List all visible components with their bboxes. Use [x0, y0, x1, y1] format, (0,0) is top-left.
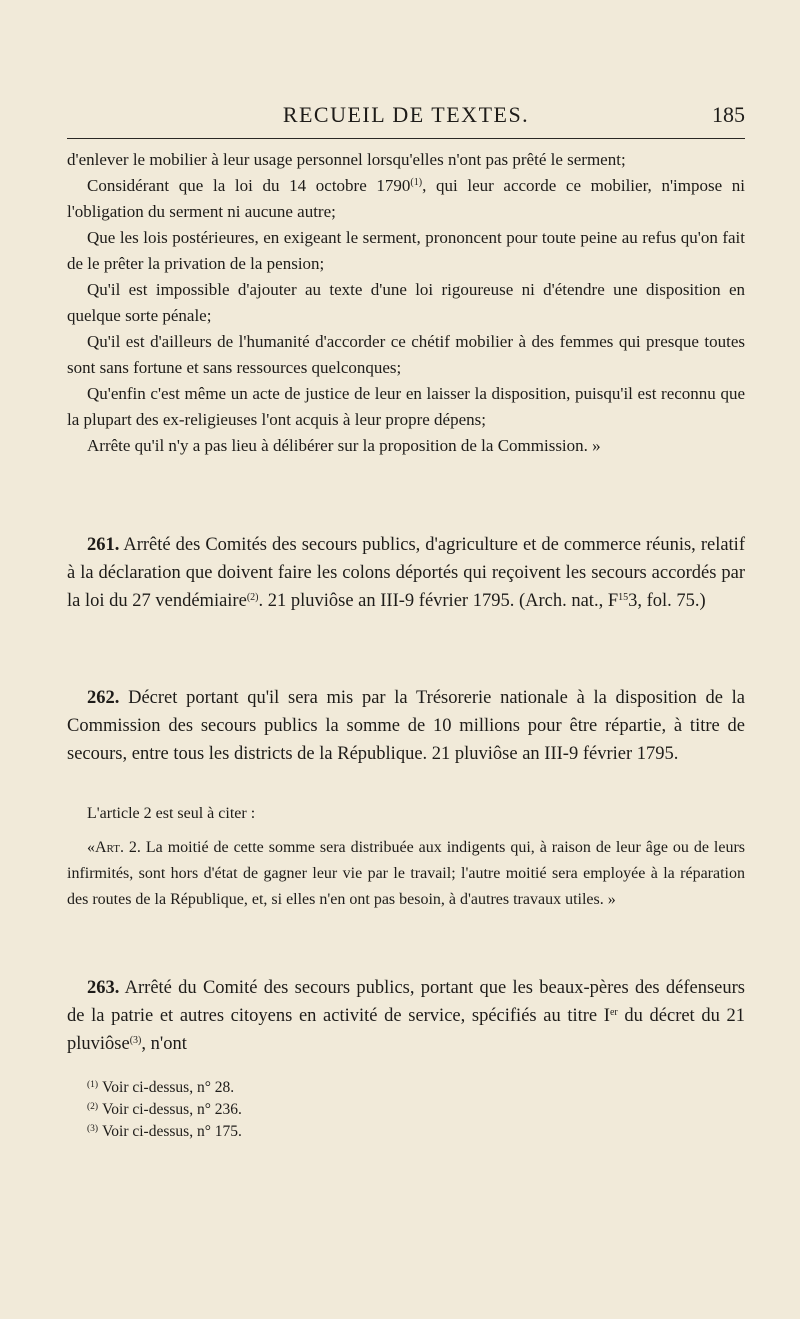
footnote-ref: (3)	[129, 1035, 142, 1046]
archive-ref-sup: 15	[618, 592, 629, 603]
footnote	[87, 1099, 747, 1121]
article-intro: L'article 2 est seul à citer :	[87, 805, 256, 822]
entry-number: 262.	[87, 688, 120, 708]
running-head: RECUEIL DE TEXTES.	[282, 102, 530, 127]
paragraph: Arrête qu'il n'y a pas lieu à délibérer sur la proposition de la Commission. »	[87, 436, 601, 455]
title-sup: er	[609, 1007, 618, 1018]
article-2	[67, 835, 745, 913]
text-run: 3, fol. 75.)	[628, 591, 706, 611]
continued-text	[67, 147, 745, 459]
paragraph: Qu'il est impossible d'ajouter au texte d'une loi rigoureuse ni d'étendre une disposition en quelque sorte pénale;	[67, 280, 745, 325]
article-section	[67, 801, 745, 913]
page-number: 185	[712, 102, 745, 127]
footnote-ref: (1)	[410, 177, 423, 188]
entry-263	[67, 974, 745, 1058]
paragraph: Qu'il est d'ailleurs de l'humanité d'accorder ce chétif mobilier à des femmes qui presque toutes sont sans fortune et sans ressources quelconques;	[67, 332, 745, 377]
entry-text	[67, 974, 745, 1058]
page-header	[67, 88, 745, 139]
entry-261	[67, 531, 745, 615]
text-run: , n'ont	[141, 1034, 187, 1054]
footnote-mark: (2)	[87, 1102, 99, 1112]
footnote-mark: (3)	[87, 1124, 99, 1134]
entry-text	[67, 531, 745, 615]
entry-text	[67, 684, 745, 768]
footnote-text: Voir ci-dessus, n° 236.	[102, 1101, 242, 1118]
footnote-text: Voir ci-dessus, n° 28.	[102, 1079, 235, 1096]
footnotes	[87, 1077, 747, 1143]
paragraph: d'enlever le mobilier à leur usage personnel lorsqu'elles n'ont pas prêté le serment;	[67, 150, 626, 169]
text-run: La moitié de cette somme sera distribuée aux indigents qui, à raison de leur âge ou de leurs infirmités, sont hors d'état de gagner leur vie par le travail; l'autre moitié sera employée à la réparation des routes de la République, et, si elles n'en ont pas besoin, à d'autres travaux utiles. »	[67, 839, 745, 908]
paragraph: Que les lois postérieures, en exigeant le serment, prononcent pour toute peine au refus qu'on fait de le prêter la privation de la pension;	[67, 228, 745, 273]
footnote-text: Voir ci-dessus, n° 175.	[102, 1123, 242, 1140]
text-run: Considérant que la loi du 14 octobre 1790	[87, 176, 411, 195]
footnote-ref: (2)	[246, 592, 259, 603]
footnote-mark: (1)	[87, 1080, 99, 1090]
footnote	[87, 1121, 747, 1143]
text-run: . 21 pluviôse an III-9 février 1795. (Arch. nat., F	[258, 591, 619, 611]
text-run: Arrêté des Comités des secours publics, d'agriculture et de commerce réunis, relatif à la déclaration que doivent faire les colons déportés qui reçoivent les secours accordés par la loi du 27 vendémiaire	[67, 535, 745, 611]
text-run: Décret portant qu'il sera mis par la Trésorerie nationale à la disposition de la Commission des secours publics la somme de 10 millions pour être répartie, à titre de secours, entre tous les districts de la République. 21 pluviôse an III-9 février 1795.	[67, 688, 745, 764]
entry-number: 263.	[87, 978, 120, 998]
article-label: «Art. 2.	[87, 839, 141, 856]
paragraph: Qu'enfin c'est même un acte de justice de leur en laisser la disposition, puisqu'il est reconnu que la plupart des ex-religieuses l'ont acquis à leur propre dépens;	[67, 384, 745, 429]
text-run: , qui leur accorde ce mobilier, n'impose ni l'obligation du serment ni aucune autre;	[67, 176, 745, 221]
entry-262	[67, 684, 745, 768]
paragraph	[67, 173, 745, 225]
footnote	[87, 1077, 747, 1099]
text-run: Arrêté du Comité des secours publics, portant que les beaux-pères des défenseurs de la patrie et autres citoyens en activité de service, spécifiés au titre I	[67, 978, 745, 1026]
entry-number: 261.	[87, 535, 120, 555]
text-run: du décret du 21 pluviôse	[67, 1006, 745, 1054]
